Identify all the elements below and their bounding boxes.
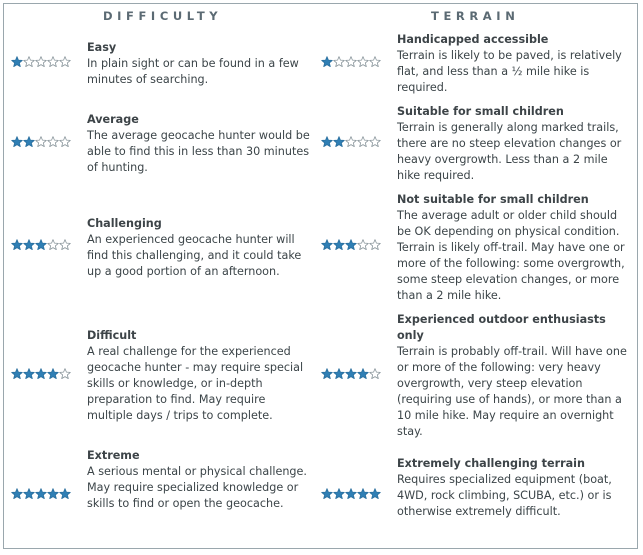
difficulty-header: DIFFICULTY xyxy=(103,9,223,23)
difficulty-level-title: Easy xyxy=(87,41,117,54)
difficulty-rating-stars xyxy=(11,56,71,68)
star-filled-icon xyxy=(357,488,369,500)
terrain-header: TERRAIN xyxy=(431,9,520,23)
star-filled-icon xyxy=(11,136,23,148)
star-filled-icon xyxy=(11,368,23,380)
star-empty-icon xyxy=(333,56,345,68)
difficulty-rating-stars xyxy=(11,488,71,500)
star-empty-icon xyxy=(345,136,357,148)
star-empty-icon xyxy=(59,136,71,148)
terrain-rating-stars xyxy=(321,368,381,380)
star-filled-icon xyxy=(47,488,59,500)
star-filled-icon xyxy=(333,136,345,148)
star-empty-icon xyxy=(59,368,71,380)
difficulty-rating-stars xyxy=(11,136,71,148)
terrain-level-title: Not suitable for small children xyxy=(397,193,589,206)
star-filled-icon xyxy=(333,239,345,251)
star-empty-icon xyxy=(369,239,381,251)
star-filled-icon xyxy=(321,136,333,148)
difficulty-row xyxy=(87,448,311,512)
star-empty-icon xyxy=(47,56,59,68)
star-empty-icon xyxy=(369,56,381,68)
terrain-row xyxy=(397,456,629,520)
star-empty-icon xyxy=(35,136,47,148)
star-filled-icon xyxy=(333,488,345,500)
star-filled-icon xyxy=(59,488,71,500)
star-empty-icon xyxy=(369,136,381,148)
star-filled-icon xyxy=(345,368,357,380)
star-filled-icon xyxy=(11,239,23,251)
terrain-row xyxy=(397,192,629,304)
difficulty-level-title: Extreme xyxy=(87,449,140,462)
difficulty-row xyxy=(87,40,311,88)
star-filled-icon xyxy=(35,368,47,380)
star-empty-icon xyxy=(369,368,381,380)
star-filled-icon xyxy=(23,136,35,148)
star-filled-icon xyxy=(47,368,59,380)
difficulty-level-description: A serious mental or physical challenge. May require specialized knowledge or skills to find or open the geocache. xyxy=(87,465,307,510)
star-filled-icon xyxy=(321,56,333,68)
terrain-rating-stars xyxy=(321,136,381,148)
star-filled-icon xyxy=(23,239,35,251)
star-filled-icon xyxy=(321,239,333,251)
difficulty-level-description: The average geocache hunter would be able to find this in less than 30 minutes of hunting. xyxy=(87,129,310,174)
difficulty-row xyxy=(87,216,311,280)
star-filled-icon xyxy=(345,488,357,500)
terrain-rating-stars xyxy=(321,56,381,68)
difficulty-row xyxy=(87,112,311,176)
star-empty-icon xyxy=(357,56,369,68)
star-filled-icon xyxy=(321,368,333,380)
difficulty-rating-stars xyxy=(11,239,71,251)
terrain-row xyxy=(397,104,629,184)
star-empty-icon xyxy=(47,136,59,148)
difficulty-level-description: A real challenge for the experienced geocache hunter - may require special skills or knowledge, or in-depth preparation to find. May require multiple days / trips to complete. xyxy=(87,345,304,422)
difficulty-level-title: Challenging xyxy=(87,217,162,230)
star-filled-icon xyxy=(333,368,345,380)
terrain-level-title: Suitable for small children xyxy=(397,105,564,118)
star-empty-icon xyxy=(345,56,357,68)
star-filled-icon xyxy=(357,368,369,380)
star-filled-icon xyxy=(35,239,47,251)
difficulty-rating-stars xyxy=(11,368,71,380)
star-filled-icon xyxy=(35,488,47,500)
star-filled-icon xyxy=(345,239,357,251)
star-filled-icon xyxy=(369,488,381,500)
star-empty-icon xyxy=(35,56,47,68)
difficulty-level-description: An experienced geocache hunter will find this challenging, and it could take up a good portion of an afternoon. xyxy=(87,233,302,278)
terrain-level-description: Terrain is probably off-trail. Will have one or more of the following: very heavy overgrowth, very steep elevation (requiring use of hands), or more than a 10 mile hike. May require an overnight stay. xyxy=(397,345,627,438)
terrain-row xyxy=(397,312,629,440)
star-empty-icon xyxy=(47,239,59,251)
terrain-level-description: Terrain is generally along marked trails, there are no steep elevation changes or heavy overgrowth. Less than a 2 mile hike required. xyxy=(397,121,622,182)
difficulty-level-description: In plain sight or can be found in a few minutes of searching. xyxy=(87,57,299,86)
terrain-row xyxy=(397,32,629,96)
star-empty-icon xyxy=(357,136,369,148)
terrain-level-description: Terrain is likely to be paved, is relatively flat, and less than a ½ mile hike is required. xyxy=(397,49,622,94)
star-filled-icon xyxy=(321,488,333,500)
terrain-rating-stars xyxy=(321,488,381,500)
terrain-level-description: Requires specialized equipment (boat, 4WD, rock climbing, SCUBA, etc.) or is otherwise extremely difficult. xyxy=(397,473,612,518)
star-empty-icon xyxy=(357,239,369,251)
terrain-rating-stars xyxy=(321,239,381,251)
star-empty-icon xyxy=(59,56,71,68)
terrain-level-title: Extremely challenging terrain xyxy=(397,457,585,470)
terrain-level-title: Experienced outdoor enthusiasts only xyxy=(397,313,606,342)
star-filled-icon xyxy=(11,488,23,500)
star-empty-icon xyxy=(59,239,71,251)
terrain-level-description: The average adult or older child should be OK depending on physical condition. Terrain is likely off-trail. May have one or more of the following: some overgrowth, some steep elevation changes, or more than a 2 mile hike. xyxy=(397,209,625,302)
star-empty-icon xyxy=(23,56,35,68)
difficulty-level-title: Average xyxy=(87,113,139,126)
difficulty-row xyxy=(87,328,311,424)
star-filled-icon xyxy=(11,56,23,68)
terrain-level-title: Handicapped accessible xyxy=(397,33,549,46)
star-filled-icon xyxy=(23,368,35,380)
difficulty-level-title: Difficult xyxy=(87,329,137,342)
star-filled-icon xyxy=(23,488,35,500)
